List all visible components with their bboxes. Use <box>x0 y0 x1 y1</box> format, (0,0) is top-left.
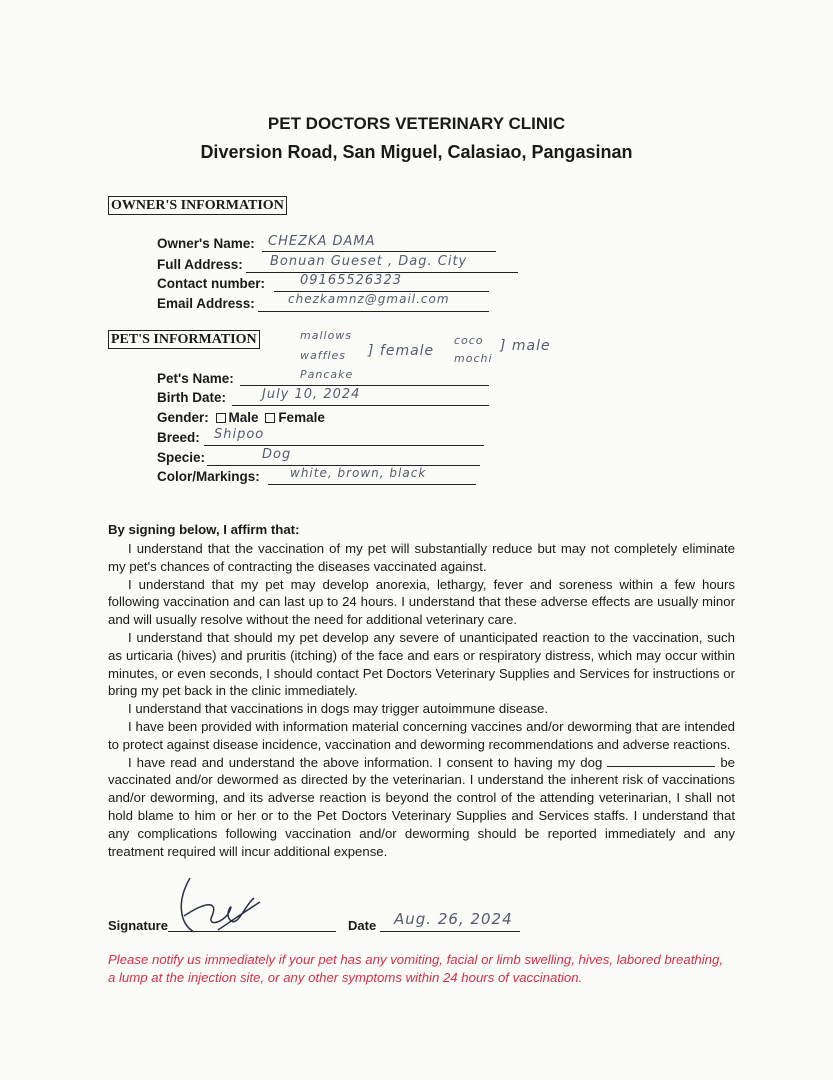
clinic-address: Diversion Road, San Miguel, Calasiao, Pangasinan <box>200 142 633 162</box>
pet-name-female-3: Pancake <box>300 368 354 381</box>
birth-line <box>232 405 489 406</box>
signature-scribble <box>168 872 268 942</box>
pet-name-label: Pet's Name: <box>157 371 234 386</box>
address-label: Full Address: <box>157 257 243 272</box>
pet-name-female-1: mallows <box>300 329 353 342</box>
dog-name-blank[interactable] <box>607 766 715 767</box>
contact-value: 09165526323 <box>300 273 402 288</box>
specie-label: Specie: <box>157 450 206 465</box>
owner-section-title: OWNER'S INFORMATION <box>108 196 287 215</box>
gender-label: Gender: <box>157 410 209 425</box>
clinic-name: PET DOCTORS VETERINARY CLINIC <box>267 114 566 133</box>
gender-row <box>157 410 325 425</box>
affirm-body <box>108 540 735 860</box>
breed-line <box>204 445 484 446</box>
address-value: Bonuan Gueset , Dag. City <box>270 254 468 269</box>
male-bracket-note: ] male <box>500 338 551 354</box>
date-label: Date <box>348 918 377 933</box>
email-label: Email Address: <box>157 296 255 311</box>
male-checkbox[interactable] <box>216 413 226 423</box>
breed-value: Shipoo <box>214 427 265 442</box>
gender-female-label: Female <box>278 410 325 425</box>
gender-male-label: Male <box>228 410 259 425</box>
affirm-p5: I have been provided with information material concerning vaccines and/or deworming that are intended to protect against disease incidence, vaccination and deworming recommendations and adverse reactions. <box>108 718 735 752</box>
specie-value: Dog <box>262 447 292 462</box>
female-checkbox[interactable] <box>265 413 275 423</box>
pet-name-male-2: mochi <box>454 352 493 365</box>
owner-name-value: CHEZKA DAMA <box>268 234 376 249</box>
birth-value: July 10, 2024 <box>262 387 361 402</box>
affirm-p3: I understand that should my pet develop any severe of unanticipated reaction to the vaccination, such as urticaria (hives) and pruritis (itching) of the face and ears or respiratory distress, which may occur within minutes, or even seconds, I should contact Pet Doctors Veterinary Supplies and Services for instructions or bring my pet back in the clinic immediately. <box>108 629 735 699</box>
pet-name-line <box>240 385 489 386</box>
breed-label: Breed: <box>157 430 200 445</box>
date-value: Aug. 26, 2024 <box>394 910 513 928</box>
email-value: chezkamnz@gmail.com <box>288 292 450 306</box>
pet-section-title: PET'S INFORMATION <box>108 330 260 349</box>
birth-label: Birth Date: <box>157 390 227 405</box>
color-value: white, brown, black <box>290 466 427 480</box>
notice-text: Please notify us immediately if your pet has any vomiting, facial or limb swelling, hives, labored breathing, a lump at the injection site, or any other symptoms within 24 hours of vaccination. <box>108 952 723 985</box>
affirm-heading: By signing below, I affirm that: <box>108 522 300 537</box>
affirm-p2: I understand that my pet may develop anorexia, lethargy, fever and soreness within a few hours following vaccination and can last up to 24 hours. I understand that these adverse effects are usually minor and will usually resolve without the need for additional veterinary care. <box>108 576 735 628</box>
affirm-p6 <box>108 754 735 861</box>
email-line <box>258 311 489 312</box>
affirm-p4: I understand that vaccinations in dogs may trigger autoimmune disease. <box>128 701 549 717</box>
pet-name-female-2: waffles <box>300 349 347 362</box>
owner-name-line <box>262 251 496 252</box>
affirm-p6b: be vaccinated and/or dewormed as directed by the veterinarian. I understand the inherent risk of vaccinations and/or deworming, and its adverse reaction is beyond the control of the attending veterinarian, I shall not hold blame to him or her or to the Pet Doctors Veterinary Supplies and Services staffs. I understand that any complications following vaccination and/or deworming should be reported immediately and any treatment required will incur additional expense. <box>108 754 735 859</box>
female-bracket-note: ] female <box>368 343 435 359</box>
contact-label: Contact number: <box>157 276 265 291</box>
affirm-p6a: I have read and understand the above information. I consent to having my dog <box>128 754 603 770</box>
color-label: Color/Markings: <box>157 469 260 484</box>
affirm-p1: I understand that the vaccination of my pet will substantially reduce but may not completely eliminate my pet's chances of contracting the diseases vaccinated against. <box>108 541 735 574</box>
signature-label: Signature <box>108 918 168 933</box>
owner-name-label: Owner's Name: <box>157 236 255 251</box>
color-line <box>268 484 476 485</box>
pet-name-male-1: coco <box>454 334 484 347</box>
date-line[interactable] <box>380 931 520 932</box>
